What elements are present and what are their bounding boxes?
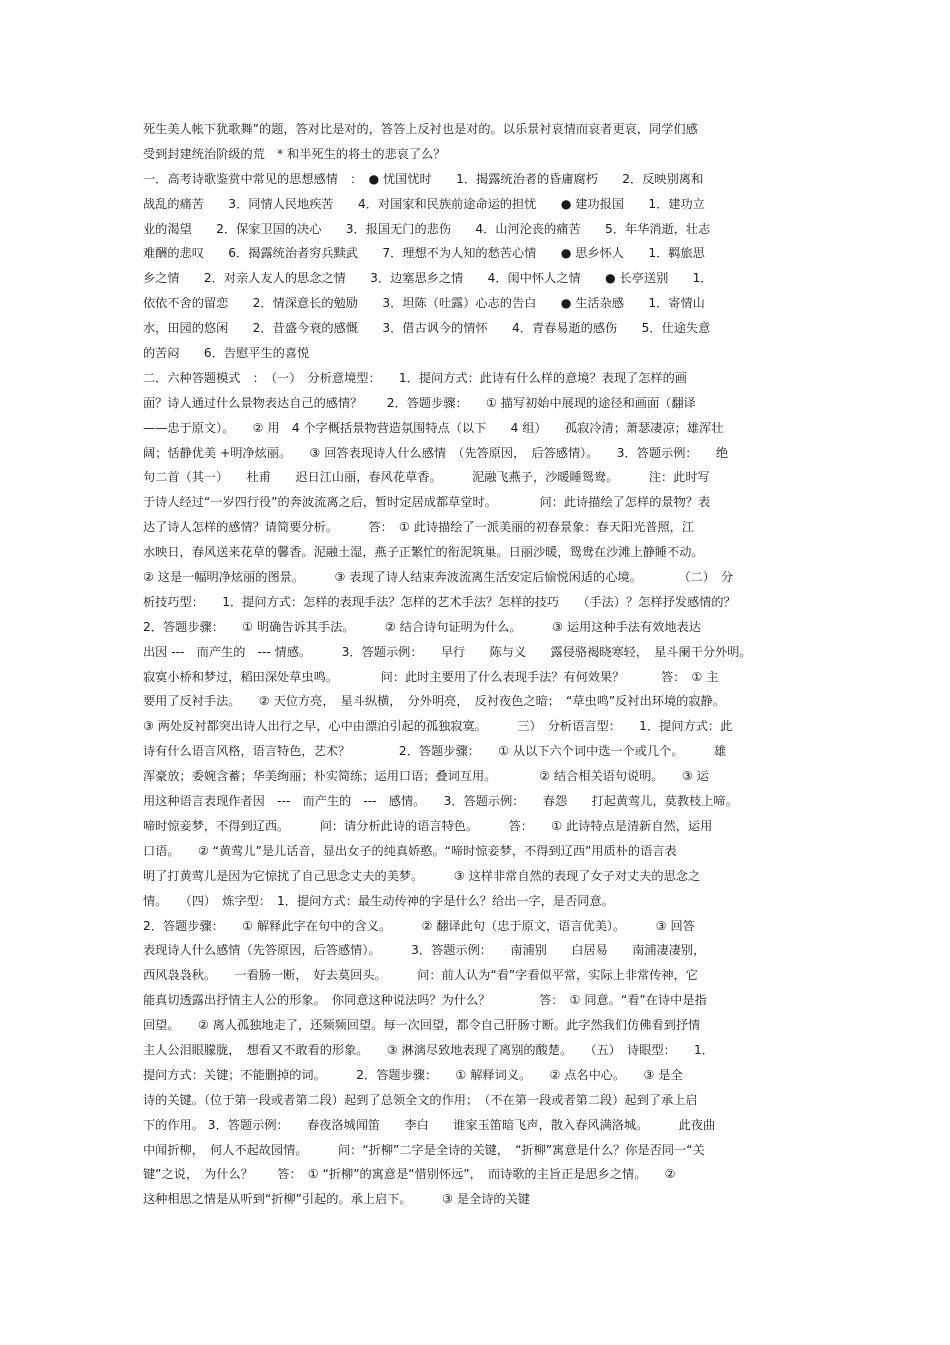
text-line: 能真切透露出抒情主人公的形象。 你同意这种说法吗？为什么？ 答： ① 同意。“看”在诗中是指	[143, 993, 707, 1008]
text-line: 达了诗人怎样的感情？请简要分析。 答： ① 此诗描绘了一派美丽的初春景象：春天阳光普照，江	[143, 520, 695, 535]
text-line: 提问方式：关键；不能删掉的词。 2．答题步骤： ① 解释词义。 ② 点名中心。 ③ 是全	[143, 1067, 683, 1082]
text-line: 表现诗人什么感情（先答原因，后答感情）。 3．答题示例： 南浦别 白居易 南浦凄凄别，	[143, 943, 706, 958]
text-line: 依依不舍的留恋 2．情深意长的勉励 3．坦陈（吐露）心志的告白 ● 生活杂感 1．寄情山	[143, 296, 705, 311]
text-line: 一．高考诗歌鉴赏中常见的思想感情 ： ● 忧国忧时 1．揭露统治者的昏庸腐朽 2．反映别离和	[143, 171, 704, 186]
text-line: 西风袅袅秋。 一看肠一断， 好去莫回头。 问：前人认为“看”字看似平常，实际上非常传神，它	[143, 968, 698, 983]
text-line: 水映日，春风送来花草的馨香。泥融土湿，燕子正繁忙的衔泥筑巢。日丽沙暖，鸳鸯在沙滩上静睡不动。	[143, 545, 704, 560]
text-line: 阔；恬静优美 +明净炫丽。 ③ 回答表现诗人什么感情 （先答原因， 后答感情）。 3．答题示例： 绝	[143, 445, 729, 460]
text-line: 析技巧型： 1．提问方式：怎样的表现手法？怎样的艺术手法？怎样的技巧 （手法）？怎样抒发感情的？	[143, 594, 736, 609]
text-line: ② 这是一幅明净炫丽的图景。 ③ 表现了诗人结束奔波流离生活安定后愉悦闲适的心境。 （二） 分	[143, 570, 734, 585]
text-line: ——忠于原文）。 ② 用 4 个字概括景物营造氛围特点（以下 4 组） 孤寂冷清；萧瑟凄凉；雄浑壮	[143, 420, 724, 435]
text-line: 难酬的悲叹 6．揭露统治者穷兵黩武 7．理想不为人知的愁苦心情 ● 思乡怀人 1．羁旅思	[143, 246, 705, 261]
text-line: 死生美人帐下犹歌舞”的题，答对比是对的，答答上反衬也是对的。以乐景衬哀情而哀者更哀，同学们感	[143, 122, 698, 136]
text-line: 诗有什么语言风格，语言特色，艺术？ 2．答题步骤： ① 从以下六个词中选一个或几个。 雄	[143, 744, 727, 759]
text-line: 出因 --- 而产生的 --- 情感。 3．答题示例： 早行 陈与义 露侵骆褐晓寒轻， 星斗阑干分外明。	[143, 644, 752, 659]
text-line: 的苦闷 6．告慰平生的喜悦	[143, 346, 310, 361]
text-line: 下的作用。 3．答题示例： 春夜洛城闻笛 李白 谁家玉笛暗飞声，散入春风满洛城。 此夜曲	[143, 1117, 716, 1132]
text-line: 水，田园的悠闲 2．昔盛今衰的感慨 3．借古讽今的情怀 4．青春易逝的感伤 5．仕途失意	[143, 321, 711, 336]
text-line: 诗的关键。（位于第一段或者第二段）起到了总领全文的作用； （不在第一段或者第二段）起到了承上启	[143, 1092, 698, 1107]
text-line: 战乱的痛苦 3．同情人民地疾苦 4．对国家和民族前途命运的担忧 ● 建功报国 1．建功立	[143, 196, 705, 211]
text-line: 浑豪放；委婉含蓄；华美绚丽；朴实简练；运用口语；叠词互用。 ② 结合相关语句说明。 ③ 运	[143, 769, 709, 784]
text-line: 面？诗人通过什么景物表达自己的感情？ 2．答题步骤： ① 描写初始中展现的途径和画面（翻译	[143, 395, 696, 410]
text-line: ③ 两处反衬都突出诗人出行之早，心中由漂泊引起的孤独寂寞。 三） 分析语言型： 1．提问方式：此	[143, 719, 733, 734]
text-line: 啼时惊妾梦，不得到辽西。 问：请分析此诗的语言特色。 答： ① 此诗特点是清新自然，运用	[143, 818, 713, 833]
text-line: 句二首（其一） 杜甫 迟日江山丽，春风花草香。 泥融飞燕子，沙暖睡鸳鸯。 注：此时写	[143, 470, 710, 485]
text-line: 寂寞小桥和梦过，稻田深处草虫鸣。 问：此时主要用了什么表现手法？有何效果？ 答： ① 主	[143, 669, 719, 684]
text-line: 2．答题步骤： ① 明确告诉其手法。 ② 结合诗句证明为什么。 ③ 运用这种手法有效地表达	[143, 619, 701, 634]
text-line: 要用了反衬手法。 ② 天位方亮， 星斗纵横， 分外明亮， 反衬夜色之暗； “草虫鸣”反衬出环境的寂静。	[143, 694, 725, 709]
text-line: 用这种语言表现作者因 --- 而产生的 --- 感情。 3．答题示例： 春怨 打起黄莺儿，莫教枝上啼。	[143, 794, 738, 809]
text-line: 主人公泪眼朦胧， 想看又不敢看的形象。 ③ 淋漓尽致地表现了离别的酸楚。 （五） 诗眼型： 1．	[143, 1042, 714, 1057]
text-line: 情。 （四） 炼字型： 1．提问方式：最生动传神的字是什么？给出一字，是否同意。	[143, 893, 614, 908]
text-line: 键”之说， 为什么？ 答： ① “折柳”的寓意是“惜别怀远”， 而诗歌的主旨正是思乡之情。 ②	[143, 1167, 676, 1182]
text-line: 口语。 ② “黄莺儿”是儿话音，显出女子的纯真娇憨。“啼时惊妾梦，不得到辽西”用质朴的语言表	[143, 843, 677, 858]
document-body	[143, 117, 808, 1212]
text-line: 受到封建统治阶级的荒 * 和半死生的将士的悲哀了么？	[143, 146, 446, 161]
text-line: 中闻折柳， 何人不起故园情。 问：“折柳”二字是全诗的关键， “折柳”寓意是什么？你是否同一“关	[143, 1142, 705, 1157]
text-line: 回望。 ② 离人孤独地走了，还频频回望。每一次回望，都令自己肝肠寸断。此字然我们仿佛看到抒情	[143, 1018, 701, 1033]
text-line: 这种相思之情是从听到“折柳”引起的。承上启下。 ③ 是全诗的关键	[143, 1192, 530, 1207]
text-line: 2．答题步骤： ① 解释此字在句中的含义。 ② 翻译此句（忠于原文，语言优美）。 ③ 回答	[143, 918, 695, 933]
text-line: 乡之情 2．对亲人友人的思念之情 3．边塞思乡之情 4．闺中怀人之情 ● 长亭送别 1．	[143, 271, 713, 286]
text-line: 二．六种答题模式 ： （一） 分析意境型： 1．提问方式：此诗有什么样的意境？表现了怎样的画	[143, 370, 687, 385]
text-line: 业的渴望 2．保家卫国的决心 3．报国无门的悲伤 4．山河沦丧的痛苦 5．年华消逝，壮志	[143, 221, 711, 236]
text-line: 于诗人经过“一岁四行役”的奔波流离之后，暂时定居成都草堂时。 问：此诗描绘了怎样的景物？表	[143, 495, 711, 510]
text-line: 明了打黄莺儿是因为它惊扰了自己思念丈夫的美梦。 ③ 这样非常自然的表现了女子对丈夫的思念之	[143, 868, 701, 883]
